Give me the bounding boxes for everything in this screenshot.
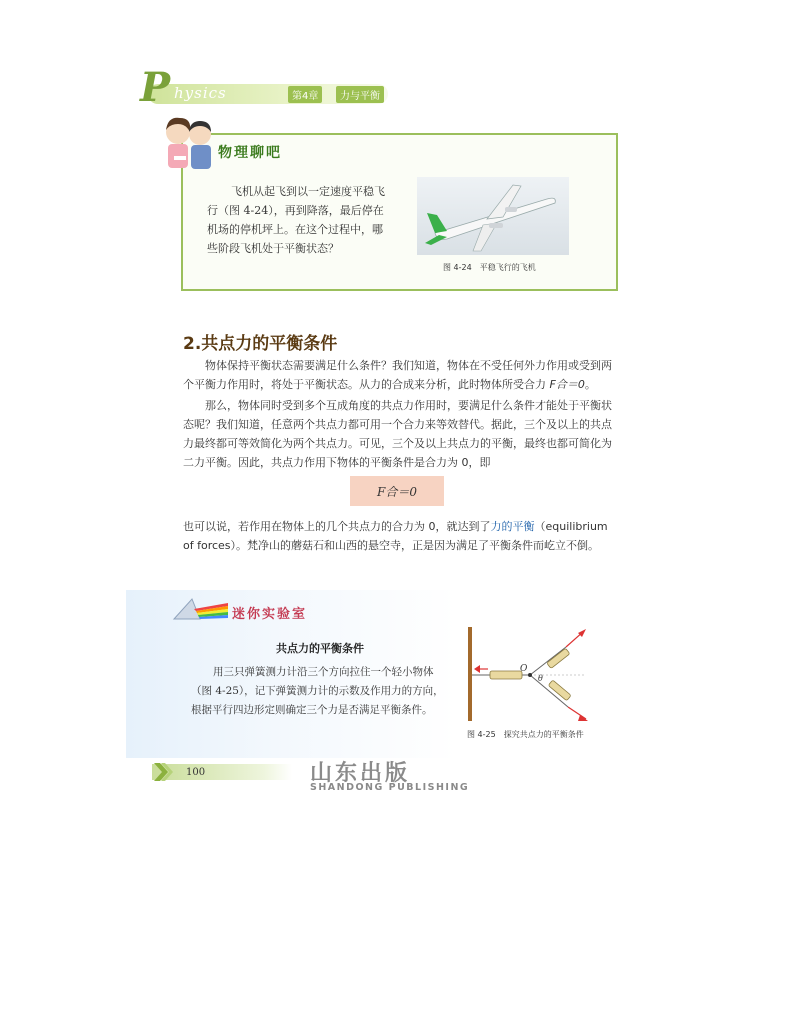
equilibrium-formula: F合＝0 <box>350 476 444 506</box>
page-number: 100 <box>186 767 206 778</box>
chat-question-text: 飞机从起飞到以一定速度平稳飞行（图 4-24），再到降落，最后停在机场的停机坪上。在这个过程中，哪些阶段飞机处于平衡状态？ <box>207 185 385 255</box>
point-o-label: O <box>520 664 528 674</box>
paragraph-1-formula: F合＝0 <box>549 378 585 391</box>
publisher-watermark-en: SHANDONG PUBLISHING <box>310 782 470 793</box>
angle-theta-label: θ <box>538 674 543 683</box>
chapter-number: 第4章 <box>288 86 322 103</box>
chapter-title: 力与平衡 <box>336 86 384 103</box>
publisher-watermark: 山东出版 <box>310 761 411 786</box>
paragraph-1 <box>183 356 615 394</box>
key-term: 力的平衡 <box>490 520 535 533</box>
chat-title: 物理聊吧 <box>218 145 282 161</box>
experiment-text-body: 用三只弹簧测力计沿三个方向拉住一个轻小物体（图 4-25），记下弹簧测力计的示数及作用力的方向，根据平行四边形定则确定三个力是否满足平衡条件。 <box>191 666 444 716</box>
paragraph-3-end: （equilibrium of forces）。梵净山的蘑菇石和山西的悬空寺，正是因为满足了平衡条件而屹立不倒。 <box>183 520 608 552</box>
section-title: 2.共点力的平衡条件 <box>183 334 338 354</box>
header-logo-word: hysics <box>174 84 227 102</box>
page-marker-icon <box>154 763 174 781</box>
photo-caption: 图 4-24 平稳飞行的飞机 <box>443 263 536 272</box>
paragraph-3-text: 也可以说，若作用在物体上的几个共点力的合力为 0，就达到了 <box>183 520 491 533</box>
experiment-subtitle: 共点力的平衡条件 <box>276 642 364 655</box>
page-header <box>140 64 390 111</box>
paragraph-1-text: 物体保持平衡状态需要满足什么条件？我们知道，物体在不受任何外力作用或受到两个平衡力作用时，将处于平衡状态。从力的合成来分析，此时物体所受合力 <box>183 359 612 391</box>
header-logo-letter: P <box>140 64 171 111</box>
mini-lab-title: 迷你实验室 <box>232 607 308 622</box>
students-mascot-icon <box>160 112 218 174</box>
paragraph-2 <box>183 396 615 472</box>
prism-icon <box>170 595 230 623</box>
paragraph-2-text: 那么，物体同时受到多个互成角度的共点力作用时，要满足什么条件才能处于平衡状态呢？我们知道，任意两个共点力都可用一个合力来等效替代。据此，三个及以上的共点力最终都可等效简化为两个共点力。可见，三个及以上共点力的平衡，最终也都可简化为二力平衡。因此，共点力作用下物体的平衡条件是合力为 0，即 <box>183 399 612 469</box>
chat-question <box>207 182 392 258</box>
experiment-text <box>191 663 446 720</box>
paragraph-1-end: 。 <box>584 378 596 391</box>
airplane-photo <box>417 177 569 255</box>
spring-scale-diagram <box>462 625 602 723</box>
diagram-caption: 图 4-25 探究共点力的平衡条件 <box>467 730 584 739</box>
paragraph-3 <box>183 517 615 555</box>
